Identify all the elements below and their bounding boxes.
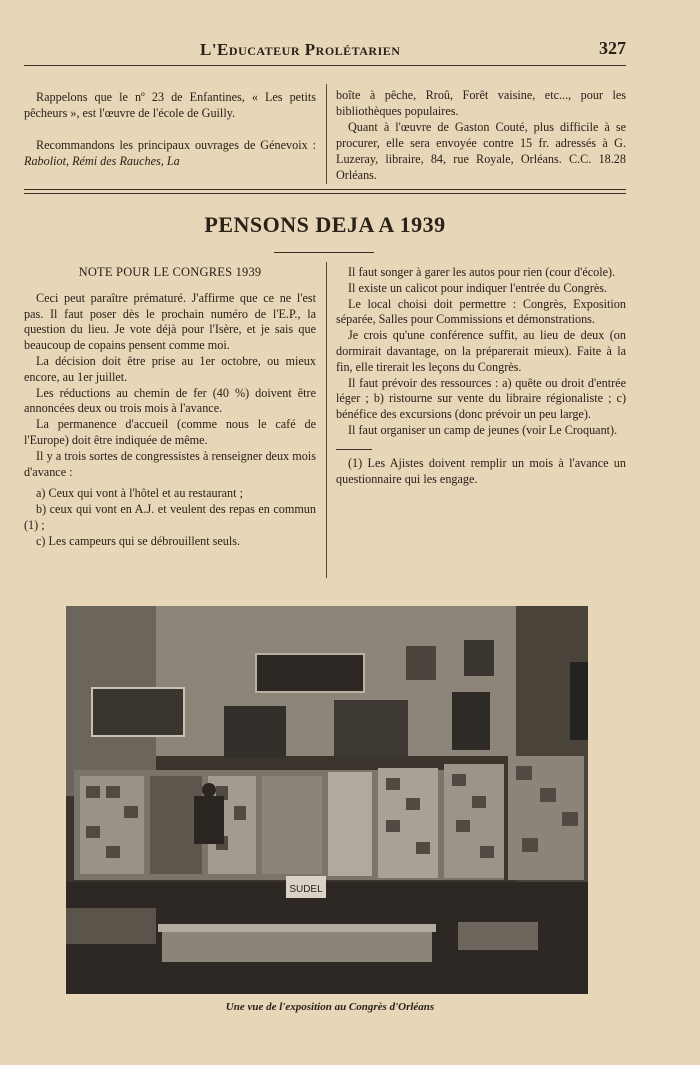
article-paragraph: La permanence d'accueil (comme nous le café de l'Europe) doit être indiquée de même. <box>24 417 316 447</box>
right-article-column <box>336 265 626 487</box>
list-item: c) Les campeurs qui se débrouillent seuls. <box>36 533 241 548</box>
article-title: PENSONS DEJA A 1939 <box>204 212 446 237</box>
left-article-column <box>24 265 316 550</box>
exhibition-photo <box>66 606 588 994</box>
article-paragraph: Je crois qu'une conférence suffit, au lieu de deux (on dormirait davantage, on la préparerait mieux). Faite à la fin, elle tirerait les leçons du Congrès. <box>336 328 626 374</box>
article-paragraph: Le local choisi doit permettre : Congrès, Exposition séparée, Salles pour Commissions et démonstrations. <box>336 296 626 327</box>
list-item: a) Ceux qui vont à l'hôtel et au restaurant ; <box>36 486 243 501</box>
section-rule-bottom <box>24 193 626 194</box>
top-left-column <box>24 89 316 169</box>
article-paragraph: Il faut songer à garer les autos pour rien (cour d'école). <box>348 265 616 279</box>
top-column-divider <box>326 84 327 184</box>
article-paragraph: Il faut organiser un camp de jeunes (voir Le Croquant). <box>348 422 618 437</box>
section-rule-top <box>24 189 626 190</box>
photo-caption: Une vue de l'exposition au Congrès d'Orléans <box>225 1001 435 1013</box>
title-rule <box>274 252 374 253</box>
exhibition-photo-drawing <box>66 606 588 994</box>
page-number: 327 <box>599 38 626 58</box>
article-paragraph: Il y a trois sortes de congressistes à renseigner deux mois d'avance : <box>24 448 316 479</box>
coute-paragraph: Quant à l'œuvre de Gaston Couté, plus difficile à se procurer, elle sera envoyée contre 15 fr. adressés à G. Luzeray, libraire, 84, rue Royale, Orléans. C.C. 18.28 Orléans. <box>336 120 626 182</box>
recommend-paragraph <box>24 137 316 169</box>
article-paragraph: La décision doit être prise au 1er octobre, ou mieux encore, au 1er juillet. <box>24 353 316 384</box>
article-paragraph: Les réductions au chemin de fer (40 %) doivent être annoncées deux ou trois mois à l'avance. <box>24 385 316 416</box>
list-item: b) ceux qui vont en A.J. et veulent des repas en commun (1) ; <box>24 502 316 532</box>
article-paragraph: Il existe un calicot pour indiquer l'entrée du Congrès. <box>348 280 608 295</box>
sudel-sign: SUDEL <box>289 884 323 895</box>
recommend-text: Recommandons les principaux ouvrages de Génevoix : <box>36 138 316 152</box>
header-rule <box>24 65 626 66</box>
article-column-divider <box>326 262 327 578</box>
article-subhead: NOTE POUR LE CONGRES 1939 <box>78 265 262 279</box>
top-right-column <box>336 87 626 183</box>
article-paragraph: Ceci peut paraître prématuré. J'affirme que ce ne l'est pas. Il faut poser dès le prochain numéro de l'E.P., la question du lieu. Je vote déjà pour l'Isère, et je sais que beaucoup de copains pensent comme moi. <box>24 290 316 353</box>
footnote-rule <box>336 449 372 450</box>
running-head <box>24 36 626 66</box>
book-titles: Raboliot, Rémi des Rauches, La <box>24 154 180 168</box>
journal-title: L'Educateur Prolétarien <box>200 40 401 59</box>
footnote: (1) Les Ajistes doivent remplir un mois à l'avance un questionnaire qui les engage. <box>336 455 626 486</box>
article-paragraph: Il faut prévoir des ressources : a) quête ou droit d'entrée léger ; b) ristourne sur vente du libraire régionaliste ; c) bénéfice des excursions (donc prévoir un peu large). <box>336 375 626 422</box>
books-continuation: boîte à pêche, Rroû, Forêt vaisine, etc..., pour les bibliothèques populaires. <box>336 88 626 118</box>
recall-paragraph: Rappelons que le nº 23 de Enfantines, « Les petits pêcheurs », est l'œuvre de l'école de Guilly. <box>24 90 316 120</box>
